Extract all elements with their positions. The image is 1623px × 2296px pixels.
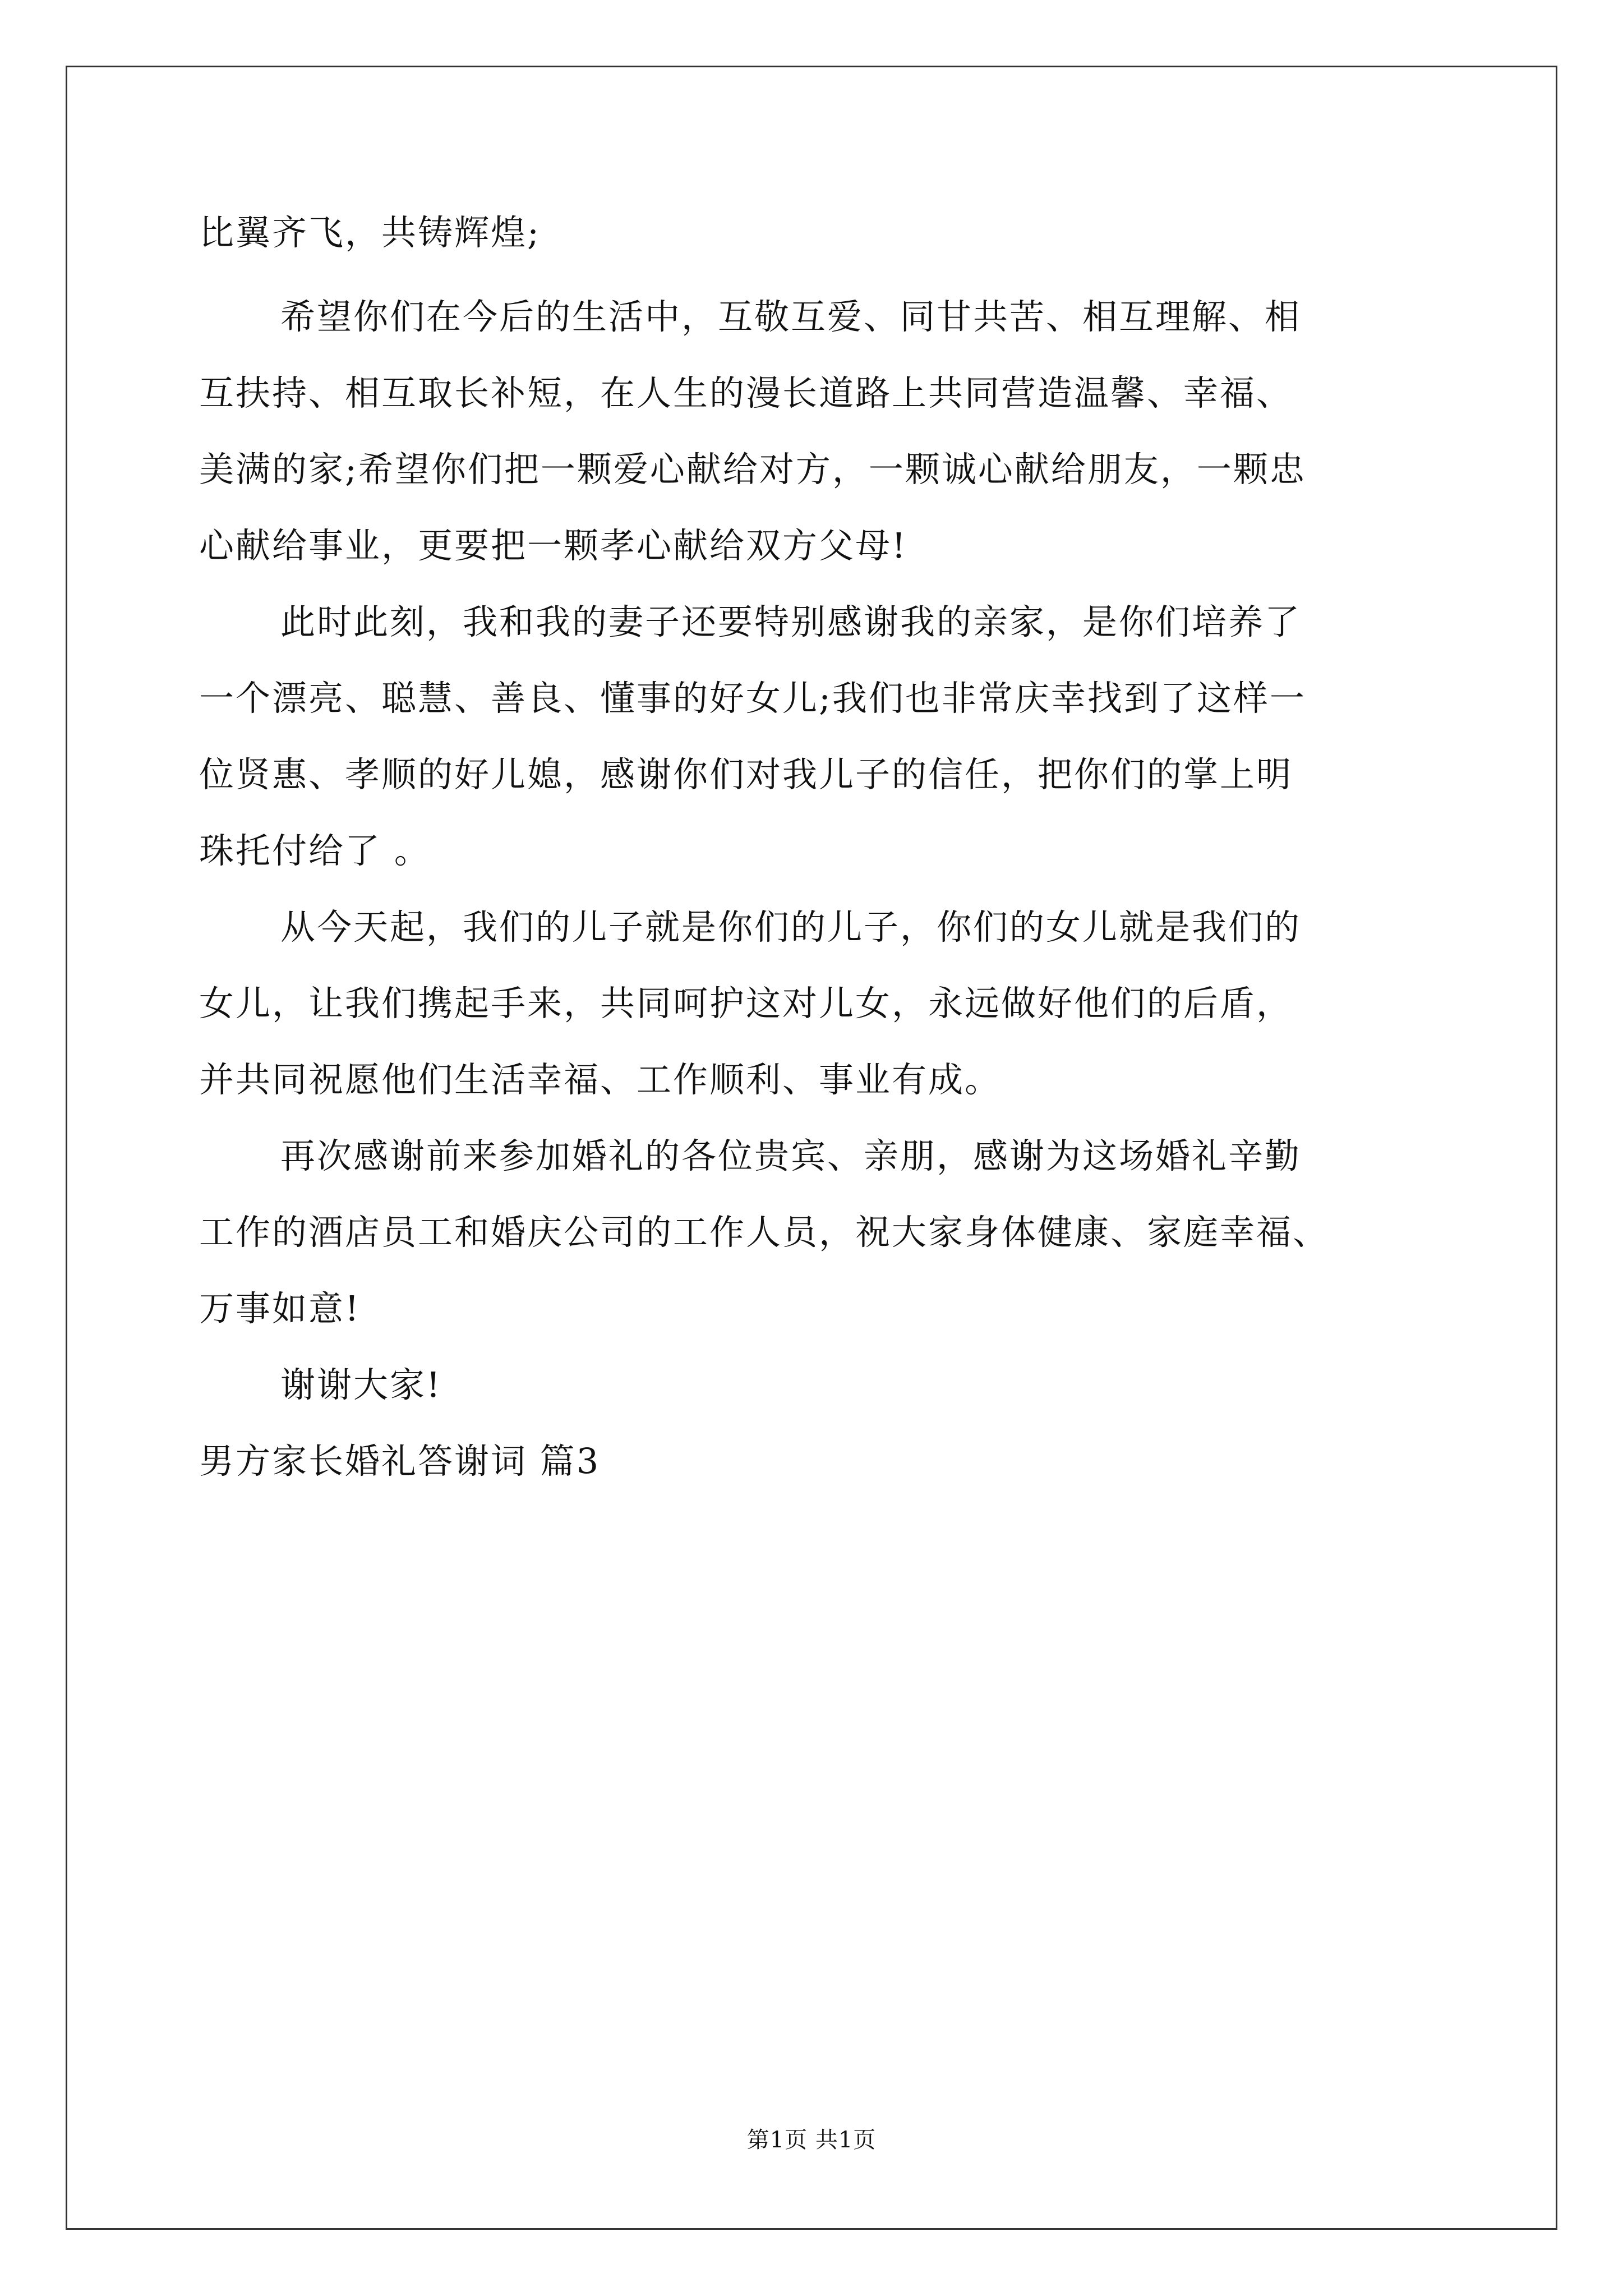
paragraph-line: 此时此刻，我和我的妻子还要特别感谢我的亲家，是你们培养了 <box>280 601 1302 642</box>
paragraph-line: 一个漂亮、聪慧、善良、懂事的好女儿;我们也非常庆幸找到了这样一 <box>199 678 1306 719</box>
page-footer: 第1页 共1页 <box>746 2127 877 2153</box>
paragraph-line: 谢谢大家! <box>280 1364 442 1405</box>
paragraph-line: 位贤惠、孝顺的好儿媳，感谢你们对我儿子的信任，把你们的掌上明 <box>199 754 1293 795</box>
paragraph-line: 互扶持、相互取长补短，在人生的漫长道路上共同营造温馨、幸福、 <box>199 372 1293 413</box>
paragraph-line: 从今天起，我们的儿子就是你们的儿子，你们的女儿就是我们的 <box>280 907 1302 947</box>
paragraph-line: 美满的家;希望你们把一颗爱心献给对方，一颗诚心献给朋友，一颗忠 <box>199 449 1306 490</box>
paragraph-line: 珠托付给了 。 <box>199 830 431 871</box>
paragraph-line: 希望你们在今后的生活中，互敬互爱、同甘共苦、相互理解、相 <box>280 296 1302 337</box>
text-line: 比翼齐飞，共铸辉煌; <box>199 212 541 253</box>
paragraph-line: 心献给事业，更要把一颗孝心献给双方父母! <box>199 525 907 566</box>
paragraph-line: 工作的酒店员工和婚庆公司的工作人员，祝大家身体健康、家庭幸福、 <box>199 1212 1330 1253</box>
paragraph-line: 并共同祝愿他们生活幸福、工作顺利、事业有成。 <box>199 1059 1002 1100</box>
paragraph-line: 女儿，让我们携起手来，共同呵护这对儿女，永远做好他们的后盾， <box>199 983 1293 1024</box>
paragraph-line: 万事如意! <box>199 1288 361 1329</box>
paragraph-line: 再次感谢前来参加婚礼的各位贵宾、亲朋，感谢为这场婚礼辛勤 <box>280 1135 1302 1176</box>
section-heading: 男方家长婚礼答谢词 篇3 <box>199 1441 601 1481</box>
